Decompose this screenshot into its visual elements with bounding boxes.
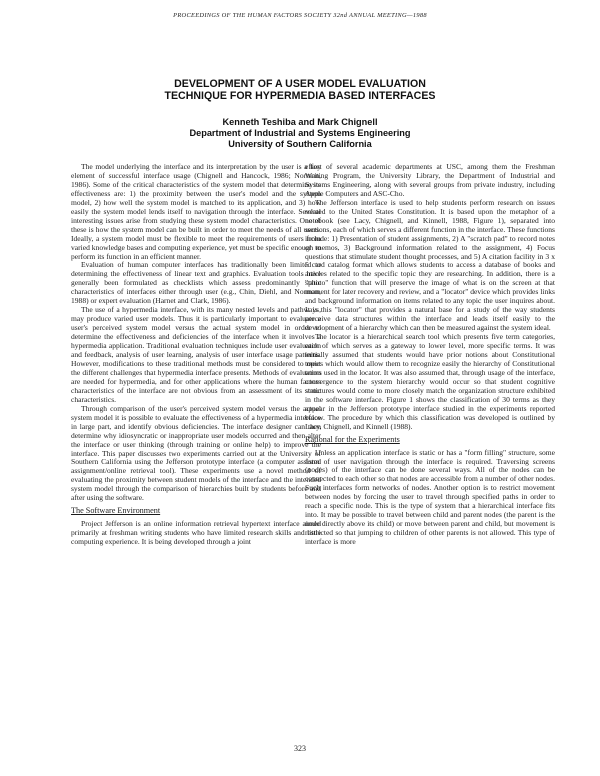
paragraph: The model underlying the interface and its interpretation by the user is a key element of successful interface usage (Chignell and Hancock, 1986; Norman, 1986). Some of the critical characteristics of the system model that determine its effectiveness are: 1) the proximity between the user's model and the system model, 2) how well the system model is matched to its application, and 3) how easily the system model lends itself to navigation through the interface. Several interesting issues arise from studying these system model characteristics. One of these is how the system model can be built in order to meet the needs of all users. Ideally, a system model must be flexible to meet the requirements of users from varied knowledge bases and computing experience, yet must be specific enough to perform its function in an efficient manner. (71, 162, 321, 261)
section-heading-software-environment: The Software Environment (71, 506, 161, 516)
paragraph: The locator is a hierarchical search tool which presents five term categories, each of which serves as a gateway to lower level, more specific terms. It was initially assumed that students would have prior notions about Constitutional topics which would allow them to recognize easily the hierarchy of Constitutional terms used in the locator. It was also assumed that, through usage of the interface, convergence to the system hierarchy would occur so that student cognitive structures would come to more closely match the organization structure exhibited in the software interface. Figure 1 shows the classification of 30 terms as they appear in the Jefferson prototype interface studied in the experiments reported below. The procedure by which this classification was developed is outlined by Lacy, Chignell, and Kinnell (1988). (305, 332, 555, 431)
paragraph: The Jefferson interface is used to help students perform research on issues related to the United States Constitution. It is based upon the metaphor of a notebook (see Lacy, Chignell, and Kinnell, 1988, Figure 1), separated into sections, each of which serves a different function in the interface. These functions include: 1) Presentation of student assignments, 2) A "scratch pad" to record notes or memos, 3) Background information related to the assignment, 4) Focus questions that stimulate student thought processes, and 5) A citation facility in 3 x 5 card catalog format which allows students to access a database of books and articles related to the specific topic they are researching. In addition, there is a "photo" function that will preserve the image of what is on the screen at that moment for later recovery and review, and a "locator" device which provides links and background information on items related to any topic the user inquires about. It is this "locator" that provides a natural base for a study of the way students perceive data structures within the interface and leads itself easily to the development of a hierarchy which can then be measured against the system ideal. (305, 197, 555, 333)
paragraph: Project Jefferson is an online information retrieval hypertext interface aimed primarily at freshman writing students who have limited research skills and little computing experience. It is being developed through a joint (71, 519, 321, 547)
affiliation-university: University of Southern California (228, 139, 372, 149)
title-line-2: TECHNIQUE FOR HYPERMEDIA BASED INTERFACES (164, 90, 436, 102)
page-number: 323 (294, 744, 306, 753)
right-column (305, 163, 555, 547)
paragraph: effort of several academic departments at USC, among them the Freshman Writing Program, the University Library, the Department of Industrial and Systems Engineering, along with several groups from private industry, including Apple Computers and ASC-Cho. (305, 162, 555, 198)
authors: Kenneth Teshiba and Mark Chignell (222, 117, 378, 127)
paragraph: Evaluation of human computer interfaces has traditionally been limited to determining the effectiveness of linear text and graphics. Evaluation tools have generally been formulated as checklists which assess predominantly static characteristics of interfaces either through user (e.g., Chin, Diehl, and Norman, 1988) or expert evaluation (Harnet and Clark, 1986). (71, 260, 321, 306)
affiliation-department: Department of Industrial and Systems Engineering (189, 128, 411, 138)
paragraph: The use of a hypermedia interface, with its many nested levels and pathways, may produce varied user models. Thus it is particularly important to evaluate a user's perceived system model versus the actual system model in order to determine the effectiveness and deficiencies of the interface when it involves a hypermedia application. Traditional evaluation techniques include user evaluation and feedback, analysis of user learning, analysis of user interface usage patterns. However, modifications to these traditional methods must be considered to meet the different challenges that hypermedia interface presents. Methods of evaluation are needed for hypermedia, and for other applications where the human factors characteristics of the interface are not obvious from an assessment of its static characteristics. (71, 305, 321, 404)
title-line-1: DEVELOPMENT OF A USER MODEL EVALUATION (174, 78, 426, 90)
paragraph: Unless an application interface is static or has a "form filling" structure, some form of user navigation through the interface is required. Traversing screens (nodes) of the interface can be done several ways. All of the nodes can be connected to each other so that nodes are accessible from a number of other nodes. Such interfaces form networks of nodes. Another option is to restrict movement between nodes by forcing the user to travel through specified paths in order to reach a specific node. This is the type of system that a hierarchical interface fits into. It may be possible to travel between child and parent nodes (the parent is the node directly above its child) or move between parent and child, but movement is restricted so that jumping to children of other parents is not allowed. This type of interface is more (305, 447, 555, 547)
paper-title (0, 78, 600, 102)
section-heading-rational: Rational for the Experiments (305, 434, 400, 444)
running-head: PROCEEDINGS OF THE HUMAN FACTORS SOCIETY 32nd ANNUAL MEETING—1988 (173, 12, 427, 19)
author-block (0, 117, 600, 150)
paragraph: Through comparison of the user's perceived system model versus the actual system model it is possible to evaluate the effectiveness of a hypermedia interface in large part, and identify obvious deficiencies. The interface designer can then determine why idiosyncratic or inappropriate user models occurred and then alter the interface or user thinking (through training or online help) to improve the interface. This paper discusses two experiments carried out at the University of Southern California using the Jefferson prototype interface (a computer assisted assignment/online retrieval tool). These experiments use a novel method of evaluating the proximity between student models of the interface and the intended system model through the comparison of hierarchies built by students before and after using the software. (71, 403, 321, 503)
left-column (71, 163, 321, 547)
